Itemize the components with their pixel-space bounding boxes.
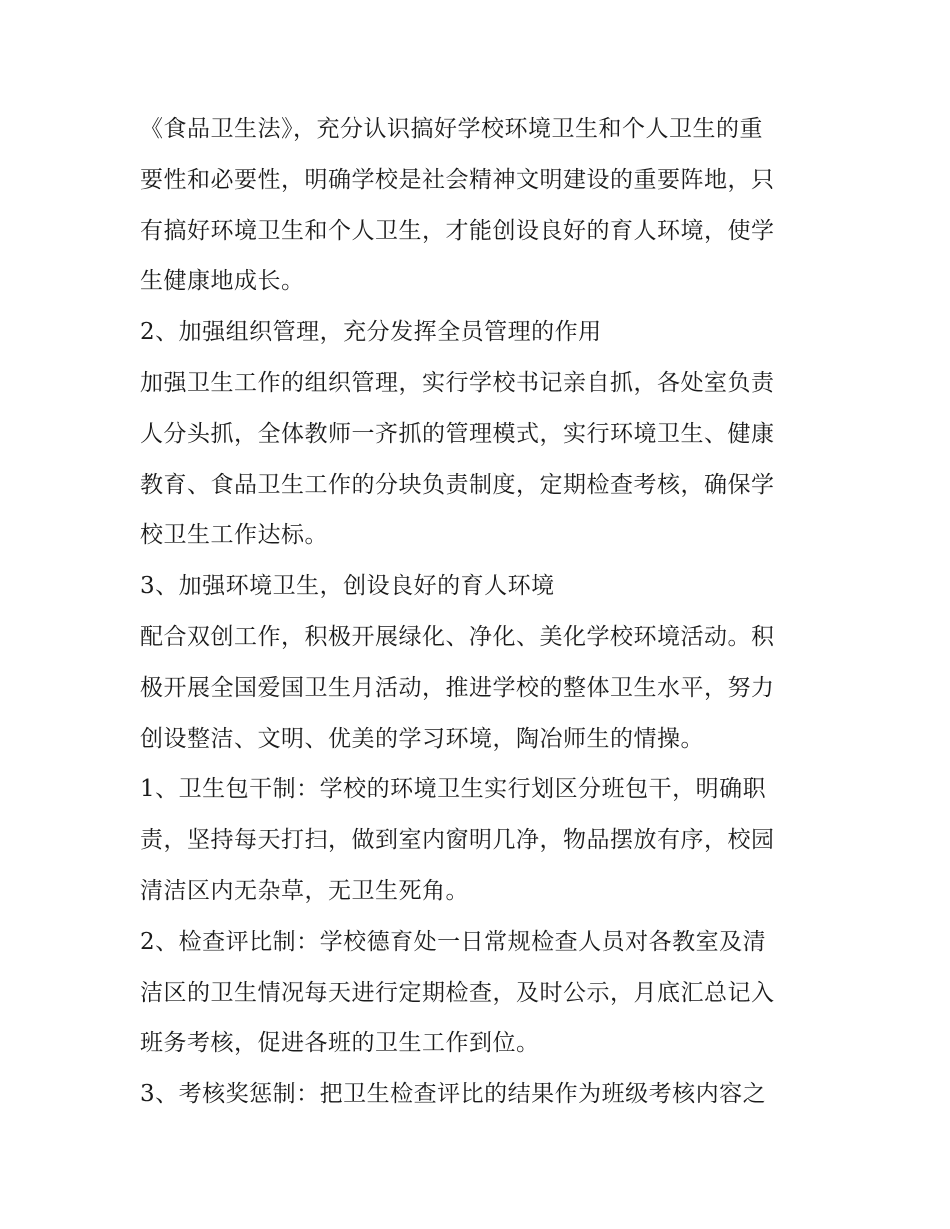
text-line: 创设整洁、文明、优美的学习环境，陶冶师生的情操。 — [140, 725, 704, 752]
section-heading: 2、加强组织管理，充分发挥全员管理的作用 — [140, 319, 602, 346]
text-line: 要性和必要性，明确学校是社会精神文明建设的重要阵地，只 — [140, 166, 775, 193]
list-item: 2、检查评比制：学校德育处一日常规检查人员对各教室及清 — [140, 928, 767, 955]
list-item: 3、考核奖惩制：把卫生检查评比的结果作为班级考核内容之 — [140, 1081, 767, 1108]
text-line: 加强卫生工作的组织管理，实行学校书记亲自抓，各处室负责 — [140, 369, 775, 396]
list-item: 1、卫生包干制：学校的环境卫生实行划区分班包干，明确职 — [140, 776, 767, 803]
text-line: 班务考核，促进各班的卫生工作到位。 — [140, 1030, 540, 1057]
text-line: 有搞好环境卫生和个人卫生，才能创设良好的育人环境，使学 — [140, 217, 775, 244]
text-line: 《食品卫生法》，充分认识搞好学校环境卫生和个人卫生的重 — [140, 116, 763, 142]
text-line: 极开展全国爱国卫生月活动，推进学校的整体卫生水平，努力 — [140, 674, 775, 701]
text-line: 生健康地成长。 — [140, 268, 305, 295]
section-heading: 3、加强环境卫生，创设良好的育人环境 — [140, 573, 555, 600]
text-line: 校卫生工作达标。 — [140, 522, 328, 549]
text-line: 配合双创工作，积极开展绿化、净化、美化学校环境活动。积 — [140, 623, 775, 650]
text-line: 清洁区内无杂草，无卫生死角。 — [140, 877, 469, 904]
text-line: 洁区的卫生情况每天进行定期检查，及时公示，月底汇总记入 — [140, 979, 775, 1006]
text-line: 人分头抓，全体教师一齐抓的管理模式，实行环境卫生、健康 — [140, 420, 775, 447]
text-line: 责，坚持每天打扫，做到室内窗明几净，物品摆放有序，校园 — [140, 827, 775, 854]
text-line: 教育、食品卫生工作的分块负责制度，定期检查考核，确保学 — [140, 471, 775, 498]
document-body — [140, 104, 820, 1120]
